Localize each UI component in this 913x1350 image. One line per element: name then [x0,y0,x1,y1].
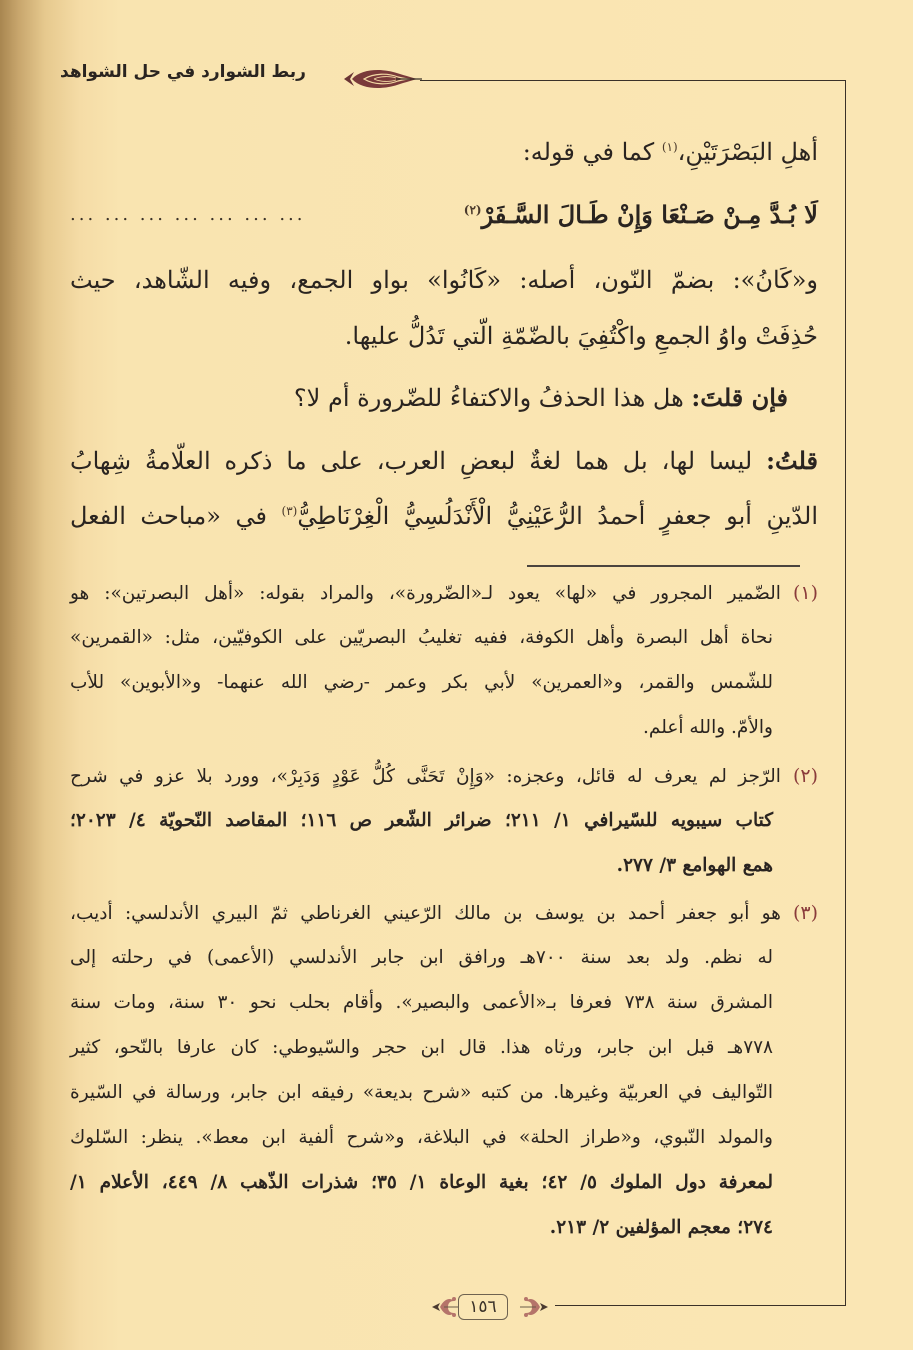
question-lead: فإن قلتَ: [691,383,788,412]
frame-right-rule [845,80,846,1306]
frame-top-rule [420,80,846,81]
answer-lead: قلتُ: [766,446,818,475]
text-fragment: كما في قوله: [522,138,662,166]
frame-bottom-rule [555,1305,846,1306]
footnote-2-line-1 [70,765,818,787]
verse-hemistich [464,200,818,229]
text-fragment: هل هذا الحذفُ والاكتفاءُ للضّرورة أم لا؟ [293,384,692,412]
footnote-3-line-2: له نظم. ولد بعد سنة ٧٠٠هـ ورافق ابن جابر الأندلسي (الأعمى) في رحلته إلى [70,947,774,968]
poetry-verse [70,200,818,229]
footnote-separator [527,565,800,567]
footnote-number-2: (٢) [792,765,818,787]
footnote-number-3: (٣) [792,902,818,924]
page-number: ١٥٦ [458,1294,507,1320]
footnote-2-line-3: همع الهوامع ٣/ ٢٧٧. [616,855,773,876]
footnote-text: الرّجز لم يعرف له قائل، وعجزه: «وَإِنْ تَحَنَّى كُلُّ عَوْدٍ وَدَبِرْ»، وورد بلا عزو في شرح [70,766,781,787]
main-line-4: حُذِفَتْ واوُ الجمعِ واكْتُفِيَ بالضّمّةِ الّتي تَدُلُّ عليها. [344,322,818,350]
footnote-number-1: (١) [792,582,818,604]
footnote-text: الضّمير المجرور في «لها» يعود لـ«الضّرورة»، والمراد بقوله: «أهل البصرتين»: هو [70,583,781,604]
footnote-3-line-8: ٢٧٤؛ معجم المؤلفين ٢/ ٢١٣. [549,1217,773,1238]
verse-ellipsis: ... ... ... ... ... ... ... [70,204,306,225]
footnote-ref-2[interactable]: (٢) [463,203,482,217]
footnote-3-line-4: ٧٧٨هـ قبل ابن جابر، ورثاه هذا. قال ابن حجر والسّيوطي: كان عارفا بالنّحو، كثير [70,1037,773,1058]
footnote-3-line-5: التّواليف في العربيّة وغيرها. من كتبه «شرح بديعة» رفيقه ابن جابر، ورسالة في السّيرة [70,1082,773,1103]
header-ornament-icon [340,66,422,92]
right-flourish-icon [520,1293,550,1321]
text-fragment: الدّينِ أبو جعفرٍ أحمدُ الرُّعَيْنِيُّ الْأَنْدَلُسِيُّ الْغِرْنَاطِيُّ [297,502,819,530]
main-line-3: و«كَانُ»: بضمّ النّون، أصله: «كَانُوا» بواو الجمع، وفيه الشّاهد، حيث [70,266,818,294]
main-line-6 [70,446,818,475]
footnote-3-line-1 [70,902,818,924]
text-fragment: أهلِ البَصْرَتَيْنِ، [677,138,818,166]
text-fragment: في «مباحث الفعل [70,502,282,530]
verse-text: لَا بُـدَّ مِـنْ صَـنْعَا وَإِنْ طَـالَ السَّـفَرْ [481,200,818,229]
main-line-5 [294,383,788,412]
footnote-ref-1[interactable]: (١) [661,140,678,154]
running-title: ربط الشوارد في حل الشواهد [60,62,306,82]
footnote-1-line-3: للشّمس والقمر، و«العمرين» لأبي بكر وعمر -رضي الله عنهما- و«الأبوين» للأب [70,672,773,693]
main-line-7 [70,502,818,530]
footnote-3-line-6: والمولد النّبوي، و«طراز الحلة» في البلاغة، و«شرح ألفية ابن معط». ينظر: السّلوك [70,1127,773,1148]
footnote-text: هو أبو جعفر أحمد بن يوسف بن مالك الرّعيني الغرناطي ثمّ البيري الأندلسي: أديب، [70,903,781,924]
footnote-1-line-4: والأمّ. والله أعلم. [643,717,773,738]
footnote-3-line-7: لمعرفة دول الملوك ٥/ ٤٢؛ بغية الوعاة ١/ ٣٥؛ شذرات الذّهب ٨/ ٤٤٩، الأعلام ١/ [70,1172,773,1193]
footnote-3-line-3: المشرق سنة ٧٣٨ فعرفا بـ«الأعمى والبصير». وأقام بحلب نحو ٣٠ سنة، ومات سنة [70,992,774,1013]
footnote-1-line-1 [70,582,818,604]
main-line-1 [523,138,818,166]
footnote-ref-3[interactable]: (٣) [281,504,298,518]
text-fragment: ليسا لها، بل هما لغةٌ لبعضِ العرب، على ما ذكره العلّامةُ شِهابُ [70,447,767,475]
footnote-1-line-2: نحاة أهل البصرة وأهل الكوفة، ففيه تغليبُ البصريّين على الكوفيّين، مثل: «القمرين» [70,627,773,648]
footnote-2-line-2: كتاب سيبويه للسّيرافي ١/ ٢١١؛ ضرائر الشّعر ص ١١٦؛ المقاصد النّحويّة ٤/ ٢٠٢٣؛ [70,810,774,831]
